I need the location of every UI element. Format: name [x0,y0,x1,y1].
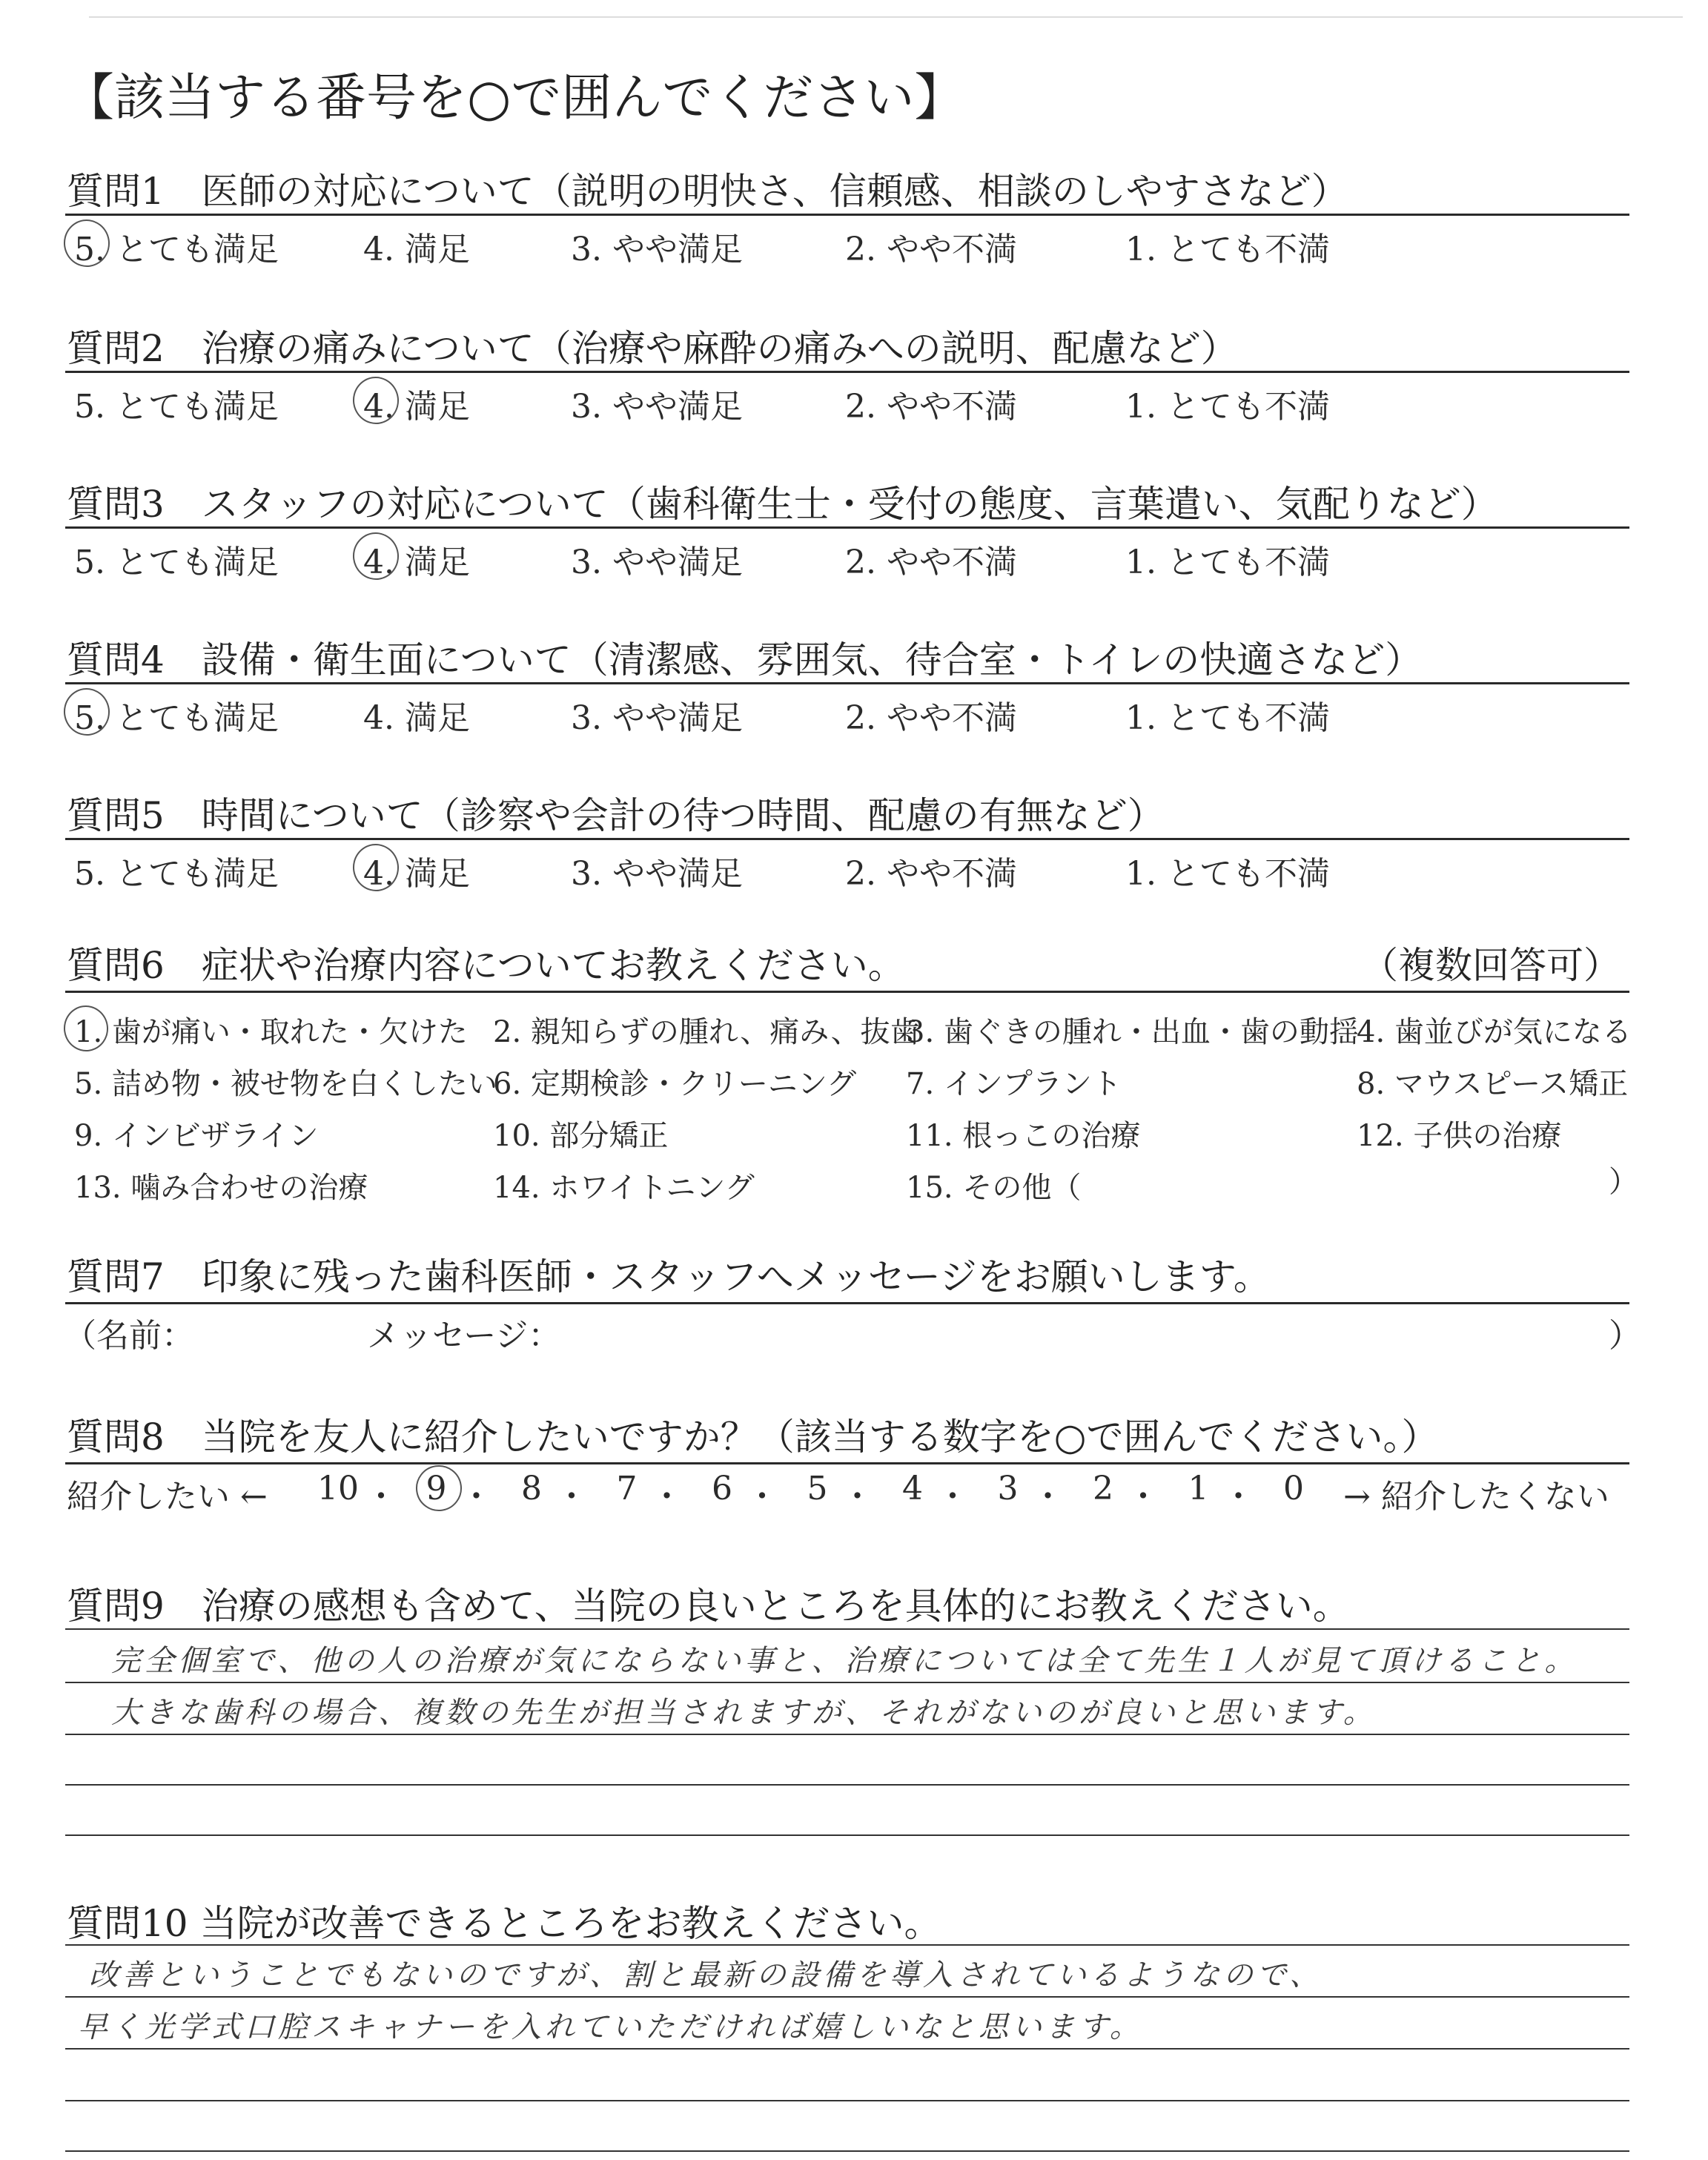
q2-option-4[interactable]: 4. 満足 [363,388,470,426]
q6-title: 質問6 症状や治療内容についてお教えください。 [67,944,905,987]
q6-option-14[interactable]: 14. ホワイトニング [493,1171,755,1205]
q9-line-4 [65,1784,1629,1786]
q5-option-5[interactable]: 5. とても満足 [74,855,279,893]
q9-line-3 [65,1734,1629,1735]
q2-option-5[interactable]: 5. とても満足 [74,388,279,426]
q5-option-2[interactable]: 2. やや不満 [845,855,1017,893]
q3-rule [65,526,1629,529]
q4-option-2[interactable]: 2. やや不満 [845,699,1017,737]
q3-option-1[interactable]: 1. とても不満 [1125,544,1330,581]
q9-answer-line-1: 完全個室で、他の人の治療が気にならない事と、治療については全て先生１人が見て頂けること。 [111,1644,1578,1678]
q6-note: （複数回答可） [1361,944,1621,987]
q7-close: ） [1609,1317,1641,1355]
q8-scale-separator: ・ [460,1478,493,1516]
q6-option-2[interactable]: 2. 親知らずの腫れ、痛み、抜歯 [493,1015,920,1049]
q4-option-4[interactable]: 4. 満足 [363,699,470,737]
q1-option-4[interactable]: 4. 満足 [363,231,470,268]
q8-scale-7[interactable]: 7 [616,1470,638,1507]
q8-scale-separator: ・ [936,1478,969,1516]
q4-option-3[interactable]: 3. やや満足 [571,699,743,737]
q10-line-3 [65,2048,1629,2050]
q6-option-8[interactable]: 8. マウスピース矯正 [1357,1067,1629,1101]
q8-scale-separator: ・ [365,1478,397,1516]
q5-title: 質問5 時間について（診察や会計の待つ時間、配慮の有無など） [67,794,1165,837]
q2-option-1[interactable]: 1. とても不満 [1125,388,1330,426]
q4-title: 質問4 設備・衛生面について（清潔感、雰囲気、待合室・トイレの快適さなど） [67,638,1423,681]
q6-rule [65,991,1629,993]
q10-answer-line-2: 早く光学式口腔スキャナーを入れていただければ嬉しいなと思います。 [78,2010,1143,2044]
q2-title: 質問2 治療の痛みについて（治療や麻酔の痛みへの説明、配慮など） [67,327,1238,370]
q5-option-3[interactable]: 3. やや満足 [571,855,743,893]
q6-option-5[interactable]: 5. 詰め物・被せ物を白くしたい [74,1067,497,1101]
q6-option-4[interactable]: 4. 歯並びが気になる [1357,1015,1632,1049]
q7-rule [65,1302,1629,1304]
q8-scale-separator: ・ [1031,1478,1065,1516]
q7-message-label: メッセージ： [367,1317,561,1355]
q1-rule [65,214,1629,216]
q9-line-2 [65,1682,1629,1683]
q6-option-10[interactable]: 10. 部分矯正 [493,1119,669,1153]
q1-option-5[interactable]: 5. とても満足 [74,231,279,268]
q6-other-close: ） [1609,1165,1638,1199]
q3-option-4[interactable]: 4. 満足 [363,544,470,581]
q8-scale-0[interactable]: 0 [1283,1470,1304,1507]
q1-title: 質問1 医師の対応について（説明の明快さ、信頼感、相談のしやすさなど） [67,170,1348,213]
q8-scale-2[interactable]: 2 [1093,1470,1113,1507]
page-heading: 【該当する番号を○で囲んでください】 [64,69,965,128]
q10-answer-line-1: 改善ということでもないのですが、割と最新の設備を導入されているようなので、 [89,1958,1323,1992]
q4-option-5[interactable]: 5. とても満足 [74,699,279,737]
q6-option-7[interactable]: 7. インプラント [906,1067,1122,1101]
q8-scale-9[interactable]: 9 [426,1470,447,1507]
q2-option-3[interactable]: 3. やや満足 [571,388,743,426]
q1-option-1[interactable]: 1. とても不満 [1125,231,1330,268]
q4-rule [65,682,1629,684]
q8-scale-1[interactable]: 1 [1188,1470,1209,1507]
q8-scale-separator: ・ [841,1478,874,1516]
q7-title: 質問7 印象に残った歯科医師・スタッフへメッセージをお願いします。 [67,1255,1271,1298]
q6-option-6[interactable]: 6. 定期検診・クリーニング [493,1067,857,1101]
q8-scale-separator: ・ [1127,1478,1159,1516]
q9-title: 質問9 治療の感想も含めて、当院の良いところを具体的にお教えください。 [67,1585,1350,1628]
q9-line-1 [65,1628,1629,1630]
q8-scale-6[interactable]: 6 [712,1470,732,1507]
q6-option-12[interactable]: 12. 子供の治療 [1357,1119,1562,1153]
q8-scale-separator: ・ [555,1478,588,1516]
q1-option-2[interactable]: 2. やや不満 [845,231,1017,268]
q6-option-11[interactable]: 11. 根っこの治療 [906,1119,1141,1153]
q8-scale-5[interactable]: 5 [807,1470,828,1507]
q4-option-1[interactable]: 1. とても不満 [1125,699,1330,737]
q8-scale-separator: ・ [746,1478,778,1516]
q3-title: 質問3 スタッフの対応について（歯科衛生士・受付の態度、言葉遣い、気配りなど） [67,483,1498,526]
q2-option-2[interactable]: 2. やや不満 [845,388,1017,426]
q8-selected-circle [412,1462,464,1514]
q10-line-1 [65,1944,1629,1946]
q6-option-1[interactable]: 1. 歯が痛い・取れた・欠けた [74,1015,468,1049]
q3-option-2[interactable]: 2. やや不満 [845,544,1017,581]
q2-rule [65,371,1629,373]
q8-rule [65,1462,1629,1464]
q8-scale-8[interactable]: 8 [521,1470,542,1507]
q10-title: 質問10 当院が改善できるところをお教えください。 [67,1902,941,1945]
q10-line-2 [65,1996,1629,1998]
q8-scale-separator: ・ [650,1478,683,1516]
scan-edge [89,16,1683,18]
q6-option-15[interactable]: 15. その他（ [906,1171,1082,1205]
q6-option-13[interactable]: 13. 噛み合わせの治療 [74,1171,368,1205]
q9-answer-line-2: 大きな歯科の場合、複数の先生が担当されますが、それがないのが良いと思います。 [111,1696,1377,1730]
q8-right-label: → 紹介したくない [1343,1478,1609,1516]
q9-line-5 [65,1834,1629,1836]
q10-line-5 [65,2150,1629,2152]
q5-option-1[interactable]: 1. とても不満 [1125,855,1330,893]
q6-option-3[interactable]: 3. 歯ぐきの腫れ・出血・歯の動揺 [906,1015,1359,1049]
q10-line-4 [65,2100,1629,2101]
q1-option-3[interactable]: 3. やや満足 [571,231,743,268]
q6-option-9[interactable]: 9. インビザライン [74,1119,319,1153]
q5-rule [65,838,1629,840]
q8-scale-3[interactable]: 3 [997,1470,1019,1507]
q8-scale-separator: ・ [1222,1478,1255,1516]
q8-title: 質問8 当院を友人に紹介したいですか？（該当する数字を○で囲んでください。） [67,1416,1439,1459]
q8-scale-4[interactable]: 4 [902,1470,923,1507]
q3-option-3[interactable]: 3. やや満足 [571,544,743,581]
q8-scale-10[interactable]: 10 [317,1470,359,1507]
q5-option-4[interactable]: 4. 満足 [363,855,470,893]
q8-left-label: 紹介したい ← [67,1478,268,1516]
q7-name-label: （名前： [64,1317,194,1355]
q3-option-5[interactable]: 5. とても満足 [74,544,279,581]
